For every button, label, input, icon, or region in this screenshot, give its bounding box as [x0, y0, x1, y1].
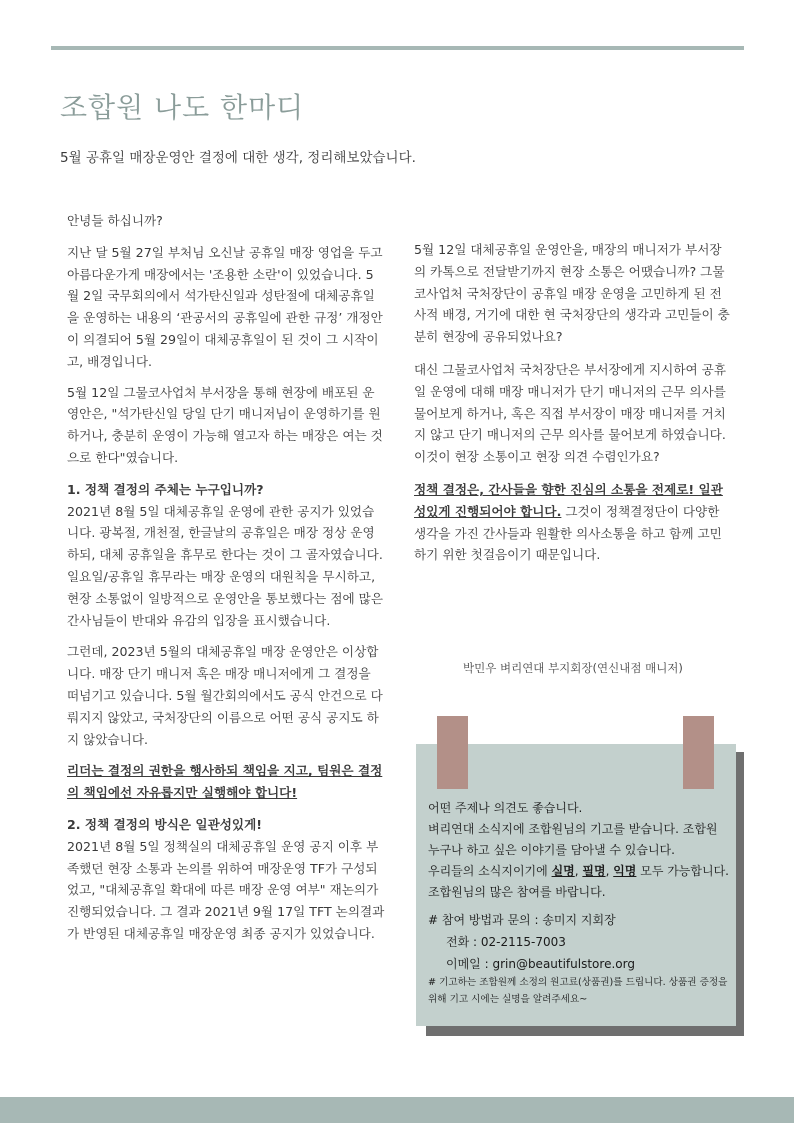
notice-line	[428, 861, 730, 903]
paragraph: 5월 12일 대체공휴일 운영안을, 매장의 매니저가 부서장의 카톡으로 전달받기까지 현장 소통은 어땠습니까? 그물코사업처 국처장단이 공휴일 매장 운영을 고민하게 된 전사적 배경, 거기에 대한 현 국처장단의 생각과 고민들이 충분히 현장에 공유되었나요?	[414, 242, 730, 345]
contact-title: # 참여 방법과 문의 : 송미지 지회장	[428, 913, 616, 927]
contact-info	[428, 909, 730, 975]
paragraph: 지난 달 5월 27일 부처님 오신날 공휴일 매장 영업을 두고 아름다운가게 매장에서는 '조용한 소란'이 있었습니다. 5월 2일 국무회의에서 석가탄신일과 성탄절에 대체공휴일을 운영하는 내용의 ‘관공서의 공휴일에 관한 규정’ 개정안이 의결되어 5월 29일이 대체공휴일이 된 것이 그 시작이고, 배경입니다.	[67, 244, 383, 369]
left-column	[67, 210, 385, 954]
notice-text: 우리들의 소식지이기에	[428, 864, 552, 878]
notice-line: 어떤 주제나 의견도 좋습니다.	[428, 801, 583, 815]
notice-body	[428, 798, 730, 903]
contact-phone: 전화 : 02-2115-7003	[446, 935, 566, 949]
separator: ,	[574, 864, 583, 878]
tape-left	[437, 716, 468, 789]
paragraph: 대신 그물코사업처 국처장단은 부서장에게 지시하여 공휴일 운영에 대해 매장 매니저가 단기 매니저의 근무 의사를 물어보게 하거나, 혹은 직접 부서장이 매장 매니저를 거치지 않고 단기 매니저의 근무 의사를 물어보게 하였습니다. 이것이 현장 소통이고 현장 의견 수렴인가요?	[414, 361, 726, 465]
pen-name-label: 필명	[582, 864, 606, 878]
paragraph: 2021년 8월 5일 대체공휴일 운영에 관한 공지가 있었습니다. 광복절, 개천절, 한글날의 공휴일은 매장 정상 운영하되, 대체 공휴일을 휴무로 한다는 것이 그 골자였습니다. 일요일/공휴일 휴무라는 매장 운영의 대원칙을 무시하고, 현장 소통없이 일방적으로 운영안을 통보했다는 점에 많은 간사님들이 반대와 유감의 입장을 표시했습니다.	[67, 503, 383, 628]
conclusion-text: 그것이 정책결정단이 다양한 생각을 가진 간사들과 원활한 의사소통을 하고 함께 고민하기 위한 첫걸음이기 때문입니다.	[414, 503, 722, 563]
page-subtitle: 5월 공휴일 매장운영안 결정에 대한 생각, 정리해보았습니다.	[60, 150, 416, 166]
emphasis-statement: 리더는 결정의 권한을 행사하되 책임을 지고, 팀원은 결정의 책임에선 자유롭지만 실행해야 합니다!	[67, 763, 383, 801]
bottom-bar	[0, 1097, 794, 1123]
greeting: 안녕들 하십니까?	[67, 213, 163, 228]
contact-email: 이메일 : grin@beautifulstore.org	[446, 957, 635, 971]
author-signature: 박민우 벼리연대 부지회장(연신내점 매니저)	[463, 661, 683, 675]
emphasis-statement: 정책 결정은, 간사들을 향한 진심의 소통을 전제로! 일관성있게 진행되어야 합니다.	[414, 481, 723, 519]
page-title: 조합원 나도 한마디	[60, 91, 305, 124]
tape-right	[683, 716, 714, 789]
notice-text: 모두 가능합니다. 조합원님의 많은 참여를 바랍니다.	[428, 864, 729, 899]
notice-line: 벼리연대 소식지에 조합원님의 기고를 받습니다. 조합원 누구나 하고 싶은 이야기를 담아낼 수 있습니다.	[428, 822, 718, 857]
anonymous-label: 익명	[613, 864, 637, 878]
section-heading-2: 2. 정책 결정의 방식은 일관성있게!	[67, 816, 262, 832]
real-name-label: 실명	[551, 864, 575, 878]
section-heading-1: 1. 정책 결정의 주체는 누구입니까?	[67, 481, 264, 497]
paragraph: 2021년 8월 5일 정책실의 대체공휴일 운영 공지 이후 부족했던 현장 소통과 논의를 위하여 매장운영 TF가 구성되었고, "대체공휴일 확대에 따른 매장 운영 여부" 재논의가 진행되었습니다. 그 결과 2021년 9월 17일 TFT 논의결과가 반영된 대체공휴일 매장운영 최종 공지가 있었습니다.	[67, 838, 385, 941]
reward-note: # 기고하는 조합원께 소정의 원고료(상품권)를 드립니다. 상품권 증정을 위해 기고 시에는 실명을 알려주세요~	[428, 977, 728, 1005]
conclusion-paragraph	[414, 479, 730, 566]
paragraph: 그런데, 2023년 5월의 대체공휴일 매장 운영안은 이상합니다. 매장 단기 매니저 혹은 매장 매니저에게 그 결정을 떠넘기고 있습니다. 5월 월간회의에서도 공식 안건으로 다뤄지지 않았고, 국처장단의 이름으로 어떤 공식 공지도 하지 않았습니다.	[67, 644, 383, 747]
paragraph: 5월 12일 그물코사업처 부서장을 통해 현장에 배포된 운영안은, "석가탄신일 당일 단기 매니저님이 운영하기를 원하거나, 충분히 운영이 가능해 열고자 하는 매장은 여는 것으로 한다"였습니다.	[67, 384, 383, 465]
right-column	[414, 239, 730, 575]
top-divider	[51, 46, 744, 50]
separator: ,	[605, 864, 614, 878]
